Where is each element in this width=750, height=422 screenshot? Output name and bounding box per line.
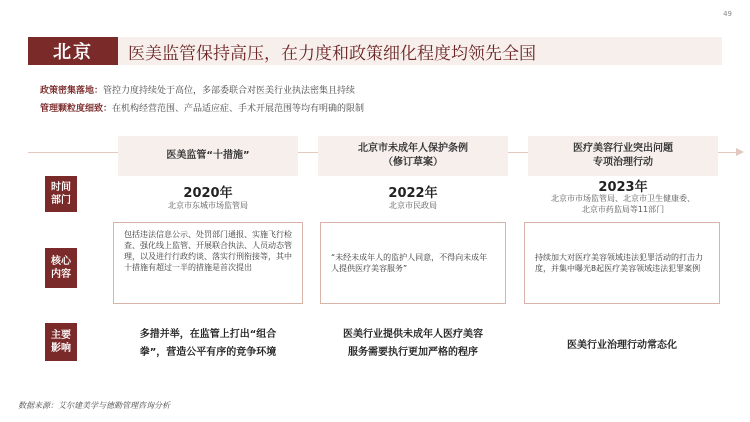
impact-line: 多措并举，在监管上打出“组合 (139, 329, 277, 340)
source-footnote: 数据来源：艾尔建美学与德勤管理咨询分析 (18, 401, 170, 410)
row-label-text: 主要 (51, 330, 71, 341)
row-label-text: 核心 (51, 256, 71, 267)
column-header-3 (528, 136, 718, 176)
summary-text: 在机构经营范围、产品适应症、手术开展范围等均有明确的限制 (112, 104, 365, 114)
agency-line: 北京市东城市场监管局 (168, 201, 248, 210)
column-header-1 (118, 136, 298, 176)
content-box-1: 包括违法信息公示、处罚部门通报、实施飞行检查、强化线上监管、开展联合执法、人员动态管理，以及进行行政约谈、落实行刑衔接等，其中十措施有超过一半的措施是首次提出 (113, 222, 303, 304)
impact-text-3 (524, 337, 720, 355)
impact-text-1 (113, 326, 303, 362)
row-label-text: 内容 (51, 269, 71, 280)
title-bar (28, 37, 722, 65)
row-label-text: 部门 (51, 195, 71, 206)
content-box-2 (320, 222, 506, 304)
column-header-line: （修订草案） (383, 157, 443, 168)
year-2023: 2023年 (598, 180, 648, 195)
row-label-core (45, 248, 77, 288)
column-header-2 (318, 136, 508, 176)
page-number: 49 (723, 10, 732, 18)
summary-text: 管控力度持续处于高位，多部委联合对医美行业执法密集且持续 (103, 86, 356, 96)
summary-line-2 (40, 101, 364, 114)
impact-line: 医美行业提供未成年人医疗美容 (343, 329, 483, 340)
row-label-text: 影响 (51, 343, 71, 354)
row-label-text: 时间 (51, 182, 71, 193)
title-city: 北京 (28, 37, 118, 65)
column-header-line: 北京市未成年人保护条例 (358, 143, 468, 154)
content-box-3 (524, 222, 720, 304)
row-label-impact (45, 323, 77, 361)
summary-line-1 (40, 83, 355, 96)
year-2020: 2020年 (183, 186, 233, 201)
agency-text (118, 200, 298, 211)
agency-text (520, 193, 726, 215)
agency-text (318, 200, 508, 211)
row-label-time-dept (45, 176, 77, 212)
timeline-arrow-head (736, 148, 744, 156)
impact-line: 拳”，营造公平有序的竞争环境 (139, 347, 277, 358)
impact-line: 服务需要执行更加严格的程序 (348, 347, 478, 358)
agency-line: 北京市药监局等11部门 (581, 205, 665, 214)
impact-line: 医美行业治理行动常态化 (567, 340, 677, 351)
agency-line: 北京市市场监管局、北京市卫生健康委、 (551, 194, 695, 203)
impact-text-2 (318, 326, 508, 362)
content-text: 持续加大对医疗美容领域违法犯罪活动的打击力度，并集中曝光8起医疗美容领域违法犯罪案例 (535, 253, 703, 273)
column-header-line: 医美监管“十措施” (166, 150, 250, 161)
summary-label: 政策密集落地： (40, 86, 104, 96)
column-header-line: 医疗美容行业突出问题 (573, 143, 673, 154)
content-text: “未经未成年人的监护人同意，不得向未成年人提供医疗美容服务” (331, 253, 488, 273)
summary-label: 管理颗粒度细致： (40, 104, 113, 114)
year-2022: 2022年 (388, 186, 438, 201)
column-header-line: 专项治理行动 (593, 157, 653, 168)
agency-line: 北京市民政局 (389, 201, 437, 210)
page-title: 医美监管保持高压，在力度和政策细化程度均领先全国 (118, 37, 722, 65)
